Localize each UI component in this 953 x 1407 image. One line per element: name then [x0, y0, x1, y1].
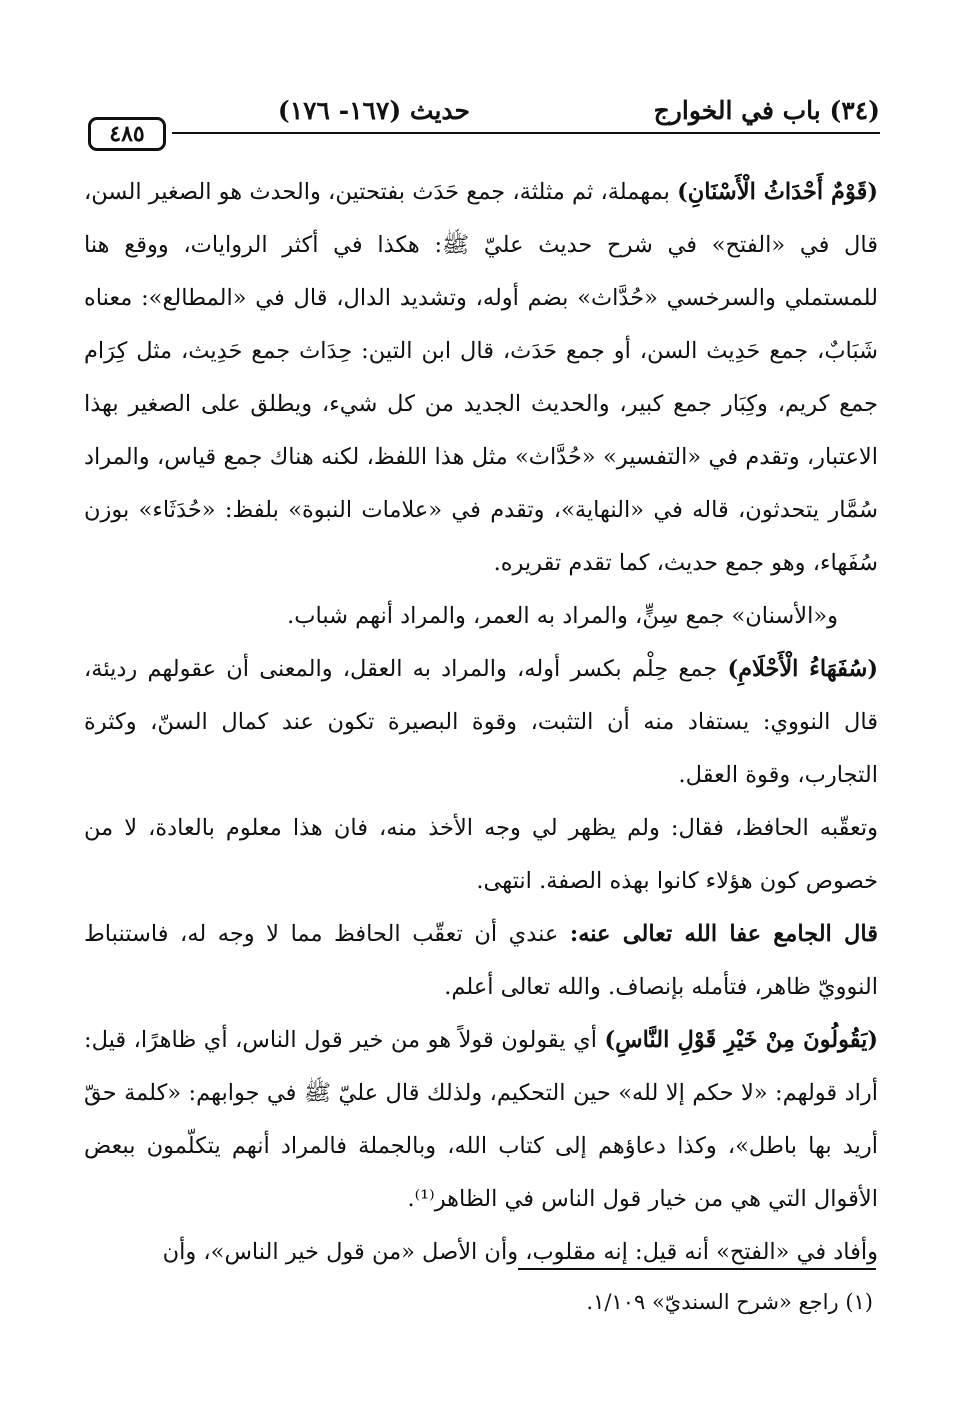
paragraph-5: [84, 908, 878, 1014]
header-rule: [172, 132, 880, 134]
paragraph-5-text: عندي أن تعقّب الحافظ مما لا وجه له، فاستنباط النوويّ ظاهر، فتأمله بإنصاف. والله تعالى أعلم.: [84, 921, 878, 1000]
paragraph-2: [84, 590, 878, 643]
paragraph-1: [84, 166, 878, 590]
paragraph-6-lead: (يَقُولُونَ مِنْ خَيْرِ قَوْلِ النَّاسِ): [604, 1027, 878, 1053]
paragraph-6-text: أي يقولون قولاً هو من خير قول الناس، أي ظاهرًا، قيل: أراد قولهم: «لا حكم إلا لله» حين التحكيم، ولذلك قال عليّ ﷺ في جوابهم: «كلمة حقّ أريد بها باطل»، وكذا دعاؤهم إلى كتاب الله، وبالجملة فالمراد أنهم يتكلّمون ببعض الأقوال التي هي من خيار قول الناس في الظاهر⁽¹⁾.: [84, 1027, 878, 1212]
chapter-title: (٣٤) باب في الخوارج: [653, 96, 880, 125]
paragraph-3-lead: (سُفَهَاءُ الْأَحْلَامِ): [727, 656, 878, 682]
body-text: [84, 166, 878, 1279]
paragraph-1-lead: (قَوْمٌ أَحْدَاثُ الْأَسْنَانِ): [677, 179, 878, 205]
page-number: ٤٨٥: [88, 117, 166, 151]
paragraph-4: [84, 802, 878, 908]
paragraph-3-text: جمع حِلْم بكسر أوله، والمراد به العقل، والمعنى أن عقولهم رديئة، قال النووي: يستفاد منه أن التثبت، وقوة البصيرة تكون عند كمال السنّ، وكثرة التجارب، وقوة العقل.: [84, 656, 878, 788]
paragraph-7-text: وأفاد في «الفتح» أنه قيل: إنه مقلوب، وأن الأصل «من قول خير الناس»، وأن: [162, 1239, 878, 1265]
paragraph-2-text: و«الأسنان» جمع سِنٍّ، والمراد به العمر، والمراد أنهم شباب.: [287, 603, 838, 629]
footnote: (١) راجع «شرح السنديّ» ١/١٠٩.: [586, 1290, 873, 1314]
paragraph-1-text: بمهملة، ثم مثلثة، جمع حَدَث بفتحتين، والحدث هو الصغير السن، قال في «الفتح» في شرح حديث عليّ ﷺ: هكذا في أكثر الروايات، ووقع هنا للمستملي والسرخسي «حُدَّاث» بضم أوله، وتشديد الدال، قال في «المطالع»: معناه شَبَابٌ، جمع حَدِيث السن، أو جمع حَدَث، قال ابن التين: حِدَاث جمع حَدِيث، مثل كِرَام جمع كريم، وكِبَار جمع كبير، والحديث الجديد من كل شيء، ويطلق على الصغير بهذا الاعتبار، وتقدم في «التفسير» «حُدَّاث» مثل هذا اللفظ، لكنه هناك جمع قياس، والمراد سُمَّار يتحدثون، قاله في «النهاية»، وتقدم في «علامات النبوة» بلفظ: «حُدَثَاء» بوزن سُفَهاء، وهو جمع حديث، كما تقدم تقريره.: [84, 179, 878, 576]
hadith-range: حديث (١٦٧- ١٧٦): [277, 96, 470, 125]
paragraph-5-lead: قال الجامع عفا الله تعالى عنه:: [569, 921, 879, 947]
paragraph-4-text: وتعقّبه الحافظ، فقال: ولم يظهر لي وجه الأخذ منه، فان هذا معلوم بالعادة، لا من خصوص كون هؤلاء كانوا بهذه الصفة. انتهى.: [84, 815, 878, 894]
paragraph-6: [84, 1014, 878, 1226]
paragraph-7: [84, 1226, 878, 1279]
paragraph-3: [84, 643, 878, 802]
page-header: [80, 92, 880, 132]
footnote-separator: [518, 1268, 876, 1270]
